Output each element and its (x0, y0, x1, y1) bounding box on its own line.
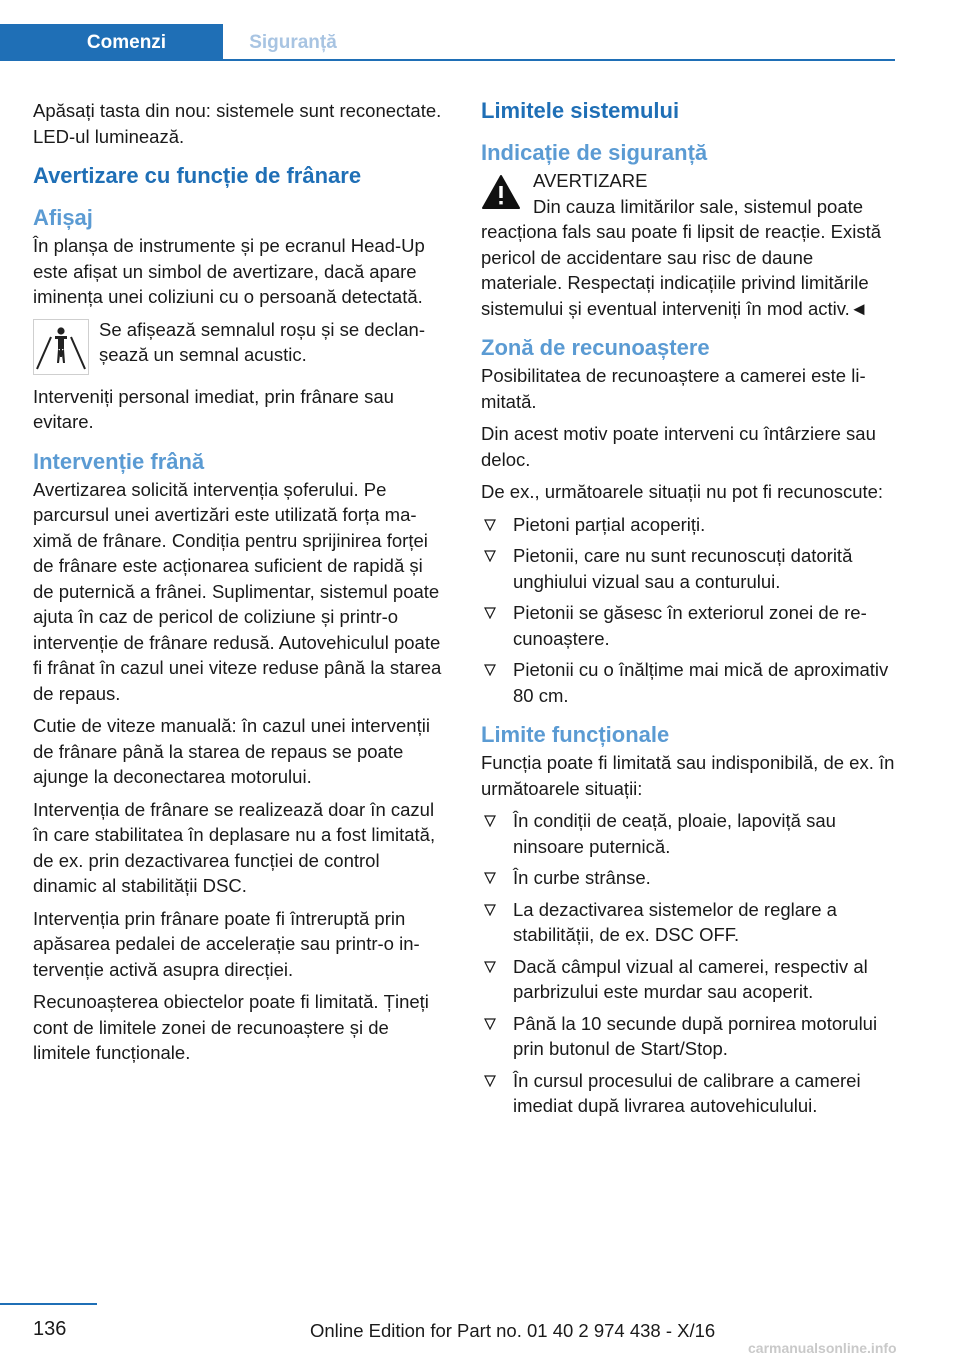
limits-paragraph: Funcția poate fi limitată sau indisponibilă, de ex. în următoarele situații: (481, 752, 895, 799)
heading-recognition-zone: Zonă de recunoaștere (481, 335, 710, 360)
warning-label: AVERTIZARE (533, 170, 648, 191)
edition-text: Online Edition for Part no. 01 40 2 974 438 - X/16 (310, 1320, 716, 1341)
pedestrian-warning-row (33, 317, 448, 375)
list-item (481, 1011, 895, 1062)
bullet-triangle-icon (484, 961, 496, 973)
heading-brake-intervention: Intervenție frână (33, 448, 205, 474)
list-item (481, 657, 895, 708)
bullet-triangle-icon (484, 607, 496, 619)
brake-paragraph-3: Intervenția de frânare se realizează doar în cazul în care stabilitatea în deplasare nu a fost limitată, de ex. prin dezactivarea funcției de control dinamic al stabilității DSC. (33, 798, 436, 896)
afisaj-paragraph: În planșa de instrumente și pe ecranul Head-Up este afișat un simbol de avertizare, dacă apare iminența unei coliziuni cu o persoană detectată. (33, 235, 425, 307)
list-item-text: În curbe strânse. (513, 867, 651, 888)
heading-afisaj: Afișaj (33, 205, 93, 230)
bullet-triangle-icon (484, 904, 496, 916)
brake-paragraph-5: Recunoașterea obiectelor poate fi limitată. Țineți cont de limitele zonei de recunoaștere și de limitele funcționale. (33, 991, 429, 1063)
warning-text: Din cauza limitărilor sale, sistemul poate reacționa fals sau poate fi lipsit de reacție. Există pericol de accidentare sau risc de daune materiale. Respectați indicațiile privind limitările sistemului și eventual interveniți în mod activ.◄ (481, 195, 882, 319)
zone-paragraph-1: Posibilitatea de recunoaștere a camerei este limitată. (481, 365, 866, 412)
zone-list (481, 512, 895, 709)
warning-triangle-icon (481, 174, 521, 210)
bullet-triangle-icon (484, 550, 496, 562)
bullet-triangle-icon (484, 1075, 496, 1087)
limits-list (481, 808, 895, 1119)
list-item (481, 954, 895, 1005)
list-item-text: Dacă câmpul vizual al camerei, respectiv al parbrizului este murdar sau acoperit. (513, 955, 868, 1002)
list-item (481, 512, 895, 538)
right-column (481, 98, 895, 1125)
brake-paragraph-4: Intervenția prin frânare poate fi întreruptă prin apăsarea pedalei de accelerație sau printr-o intervenție activă asupra direcției. (33, 907, 420, 980)
page-number: 136 (33, 1318, 67, 1340)
list-item (481, 1068, 895, 1119)
watermark: carmanualsonline.info (748, 1340, 897, 1356)
list-item-text: Pietonii se găsesc în exteriorul zonei de recunoaștere. (513, 602, 867, 649)
brake-paragraph-1: Avertizarea solicită intervenția șoferului. Pe parcursul unei avertizări este utilizată forța maximă de frânare. Condiția pentru sprijinirea forței de frânare este acționarea suficient de rapidă și de puternică a frânei. Suplimentar, sistemul poate ajuta în caz de pericol de coliziune și printr-o intervenție de frânare redusă. Autovehiculul poate fi frânat în cazul unei viteze reduse până la starea de repaus. (33, 478, 442, 704)
warning-block (481, 168, 895, 321)
signal-text: Se afișează semnalul roșu și se declanșează un semnal acustic. (99, 318, 425, 365)
footer-rule (0, 1303, 97, 1305)
tab-siguranta[interactable]: Siguranță (249, 31, 337, 53)
bullet-triangle-icon (484, 815, 496, 827)
section-title-system-limits: Limitele sistemului (481, 98, 680, 123)
list-item (481, 543, 895, 594)
list-item-text: Pietonii cu o înălțime mai mică de aproximativ 80 cm. (513, 659, 889, 706)
zone-paragraph-2: Din acest motiv poate interveni cu întârziere sau deloc. (481, 423, 876, 470)
bullet-triangle-icon (484, 519, 496, 531)
list-item (481, 600, 895, 651)
zone-paragraph-3: De ex., următoarele situații nu pot fi recunoscute: (481, 481, 884, 502)
pedestrian-warning-icon (33, 319, 89, 375)
section-title-brake-warning: Avertizare cu funcție de frânare (33, 163, 362, 188)
list-item-text: În condiții de ceață, ploaie, lapoviță sau ninsoare puternică. (513, 810, 836, 857)
heading-safety-note: Indicație de siguranță (481, 140, 708, 165)
tab-comenzi[interactable]: Comenzi (0, 24, 223, 61)
header-rule (223, 59, 895, 61)
left-column (33, 98, 448, 1073)
list-item-text: În cursul procesului de calibrare a camerei imediat după livrarea autovehiculului. (513, 1069, 861, 1116)
list-item (481, 865, 895, 891)
intro-paragraph: Apăsați tasta din nou: sistemele sunt reconectate. LED-ul luminează. (33, 100, 442, 147)
bullet-triangle-icon (484, 664, 496, 676)
bullet-triangle-icon (484, 872, 496, 884)
page-header (0, 0, 960, 64)
bullet-triangle-icon (484, 1018, 496, 1030)
brake-paragraph-2: Cutie de viteze manuală: în cazul unei intervenții de frânare până la starea de repaus se poate ajunge la deconectarea motorului. (33, 715, 430, 787)
list-item-text: La dezactivarea sistemelor de reglare a stabilității, de ex. DSC OFF. (513, 898, 837, 945)
heading-functional-limits: Limite funcționale (481, 722, 670, 747)
intervene-paragraph: Interveniți personal imediat, prin frânare sau evitare. (33, 385, 394, 432)
list-item (481, 897, 895, 948)
list-item-text: Până la 10 secunde după pornirea motorului prin butonul de Start/Stop. (513, 1012, 878, 1059)
list-item-text: Pietonii, care nu sunt recunoscuți datorită unghiului vizual sau a conturului. (513, 545, 853, 592)
list-item (481, 808, 895, 859)
list-item-text: Pietoni parțial acoperiți. (513, 513, 706, 535)
